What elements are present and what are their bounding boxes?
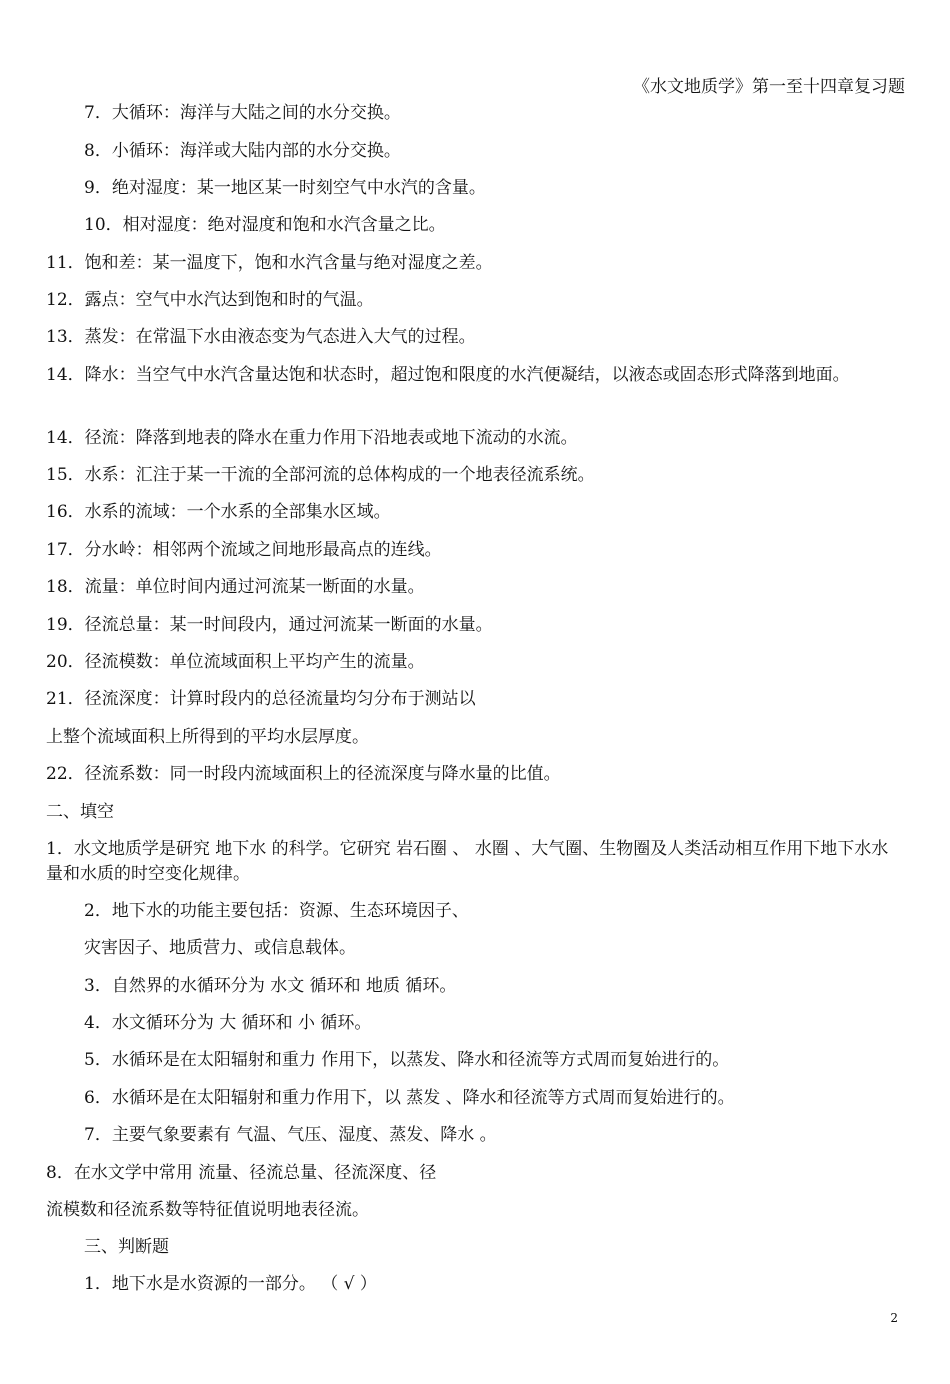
text-line: 10．相对湿度：绝对湿度和饱和水汽含量之比。: [84, 215, 446, 235]
text-line: 8．小循环：海洋或大陆内部的水分交换。: [84, 141, 401, 161]
text-line: 7．大循环：海洋与大陆之间的水分交换。: [84, 103, 401, 123]
page-header: 《水文地质学》第一至十四章复习题: [633, 77, 905, 97]
text-line: 2．地下水的功能主要包括：资源、生态环境因子、: [84, 901, 469, 921]
text-line: 11．饱和差：某一温度下，饱和水汽含量与绝对湿度之差。: [46, 253, 493, 273]
text-line: 8．在水文学中常用 流量、径流总量、径流深度、径: [46, 1163, 437, 1183]
text-line: 14．降水：当空气中水汽含量达饱和状态时，超过饱和限度的水汽便凝结，以液态或固态形式降落到地面。: [46, 365, 850, 385]
section-heading: 二、填空: [46, 802, 114, 822]
text-line: 22．径流系数：同一时段内流域面积上的径流深度与降水量的比值。: [46, 764, 561, 784]
text-line: 19．径流总量：某一时间段内，通过河流某一断面的水量。: [46, 615, 493, 635]
text-line: 14．径流：降落到地表的降水在重力作用下沿地表或地下流动的水流。: [46, 428, 578, 448]
text-line: 1．地下水是水资源的一部分。 （ √ ）: [84, 1274, 377, 1294]
text-line: 7．主要气象要素有 气温、气压、湿度、蒸发、降水 。: [84, 1125, 497, 1145]
section-heading: 三、判断题: [84, 1237, 169, 1257]
text-line: 9．绝对湿度：某一地区某一时刻空气中水汽的含量。: [84, 178, 486, 198]
text-line: 15．水系：汇注于某一干流的全部河流的总体构成的一个地表径流系统。: [46, 465, 595, 485]
text-line: 6．水循环是在太阳辐射和重力作用下，以 蒸发 、降水和径流等方式周而复始进行的。: [84, 1088, 735, 1108]
text-line: 上整个流域面积上所得到的平均水层厚度。: [46, 727, 369, 747]
text-line: 5．水循环是在太阳辐射和重力 作用下，以蒸发、降水和径流等方式周而复始进行的。: [84, 1050, 730, 1070]
text-line: 18．流量：单位时间内通过河流某一断面的水量。: [46, 577, 425, 597]
text-line: 21．径流深度：计算时段内的总径流量均匀分布于测站以: [46, 689, 476, 709]
text-line: 流模数和径流系数等特征值说明地表径流。: [46, 1200, 369, 1220]
text-line: 3．自然界的水循环分为 水文 循环和 地质 循环。: [84, 976, 457, 996]
text-line: 20．径流模数：单位流域面积上平均产生的流量。: [46, 652, 425, 672]
text-line: 16．水系的流域：一个水系的全部集水区域。: [46, 502, 391, 522]
text-line: 4．水文循环分为 大 循环和 小 循环。: [84, 1013, 372, 1033]
text-line: 12．露点：空气中水汽达到饱和时的气温。: [46, 290, 374, 310]
page-number: 2: [890, 1311, 898, 1325]
text-line: 17．分水岭：相邻两个流域之间地形最高点的连线。: [46, 540, 442, 560]
text-line: 13．蒸发：在常温下水由液态变为气态进入大气的过程。: [46, 327, 476, 347]
text-line: 灾害因子、地质营力、或信息载体。: [84, 938, 356, 958]
text-line: 1．水文地质学是研究 地下水 的科学。它研究 岩石圈 、 水圈 、大气圈、生物圈及人类活动相互作用下地下水水量和水质的时空变化规律。: [46, 839, 889, 884]
